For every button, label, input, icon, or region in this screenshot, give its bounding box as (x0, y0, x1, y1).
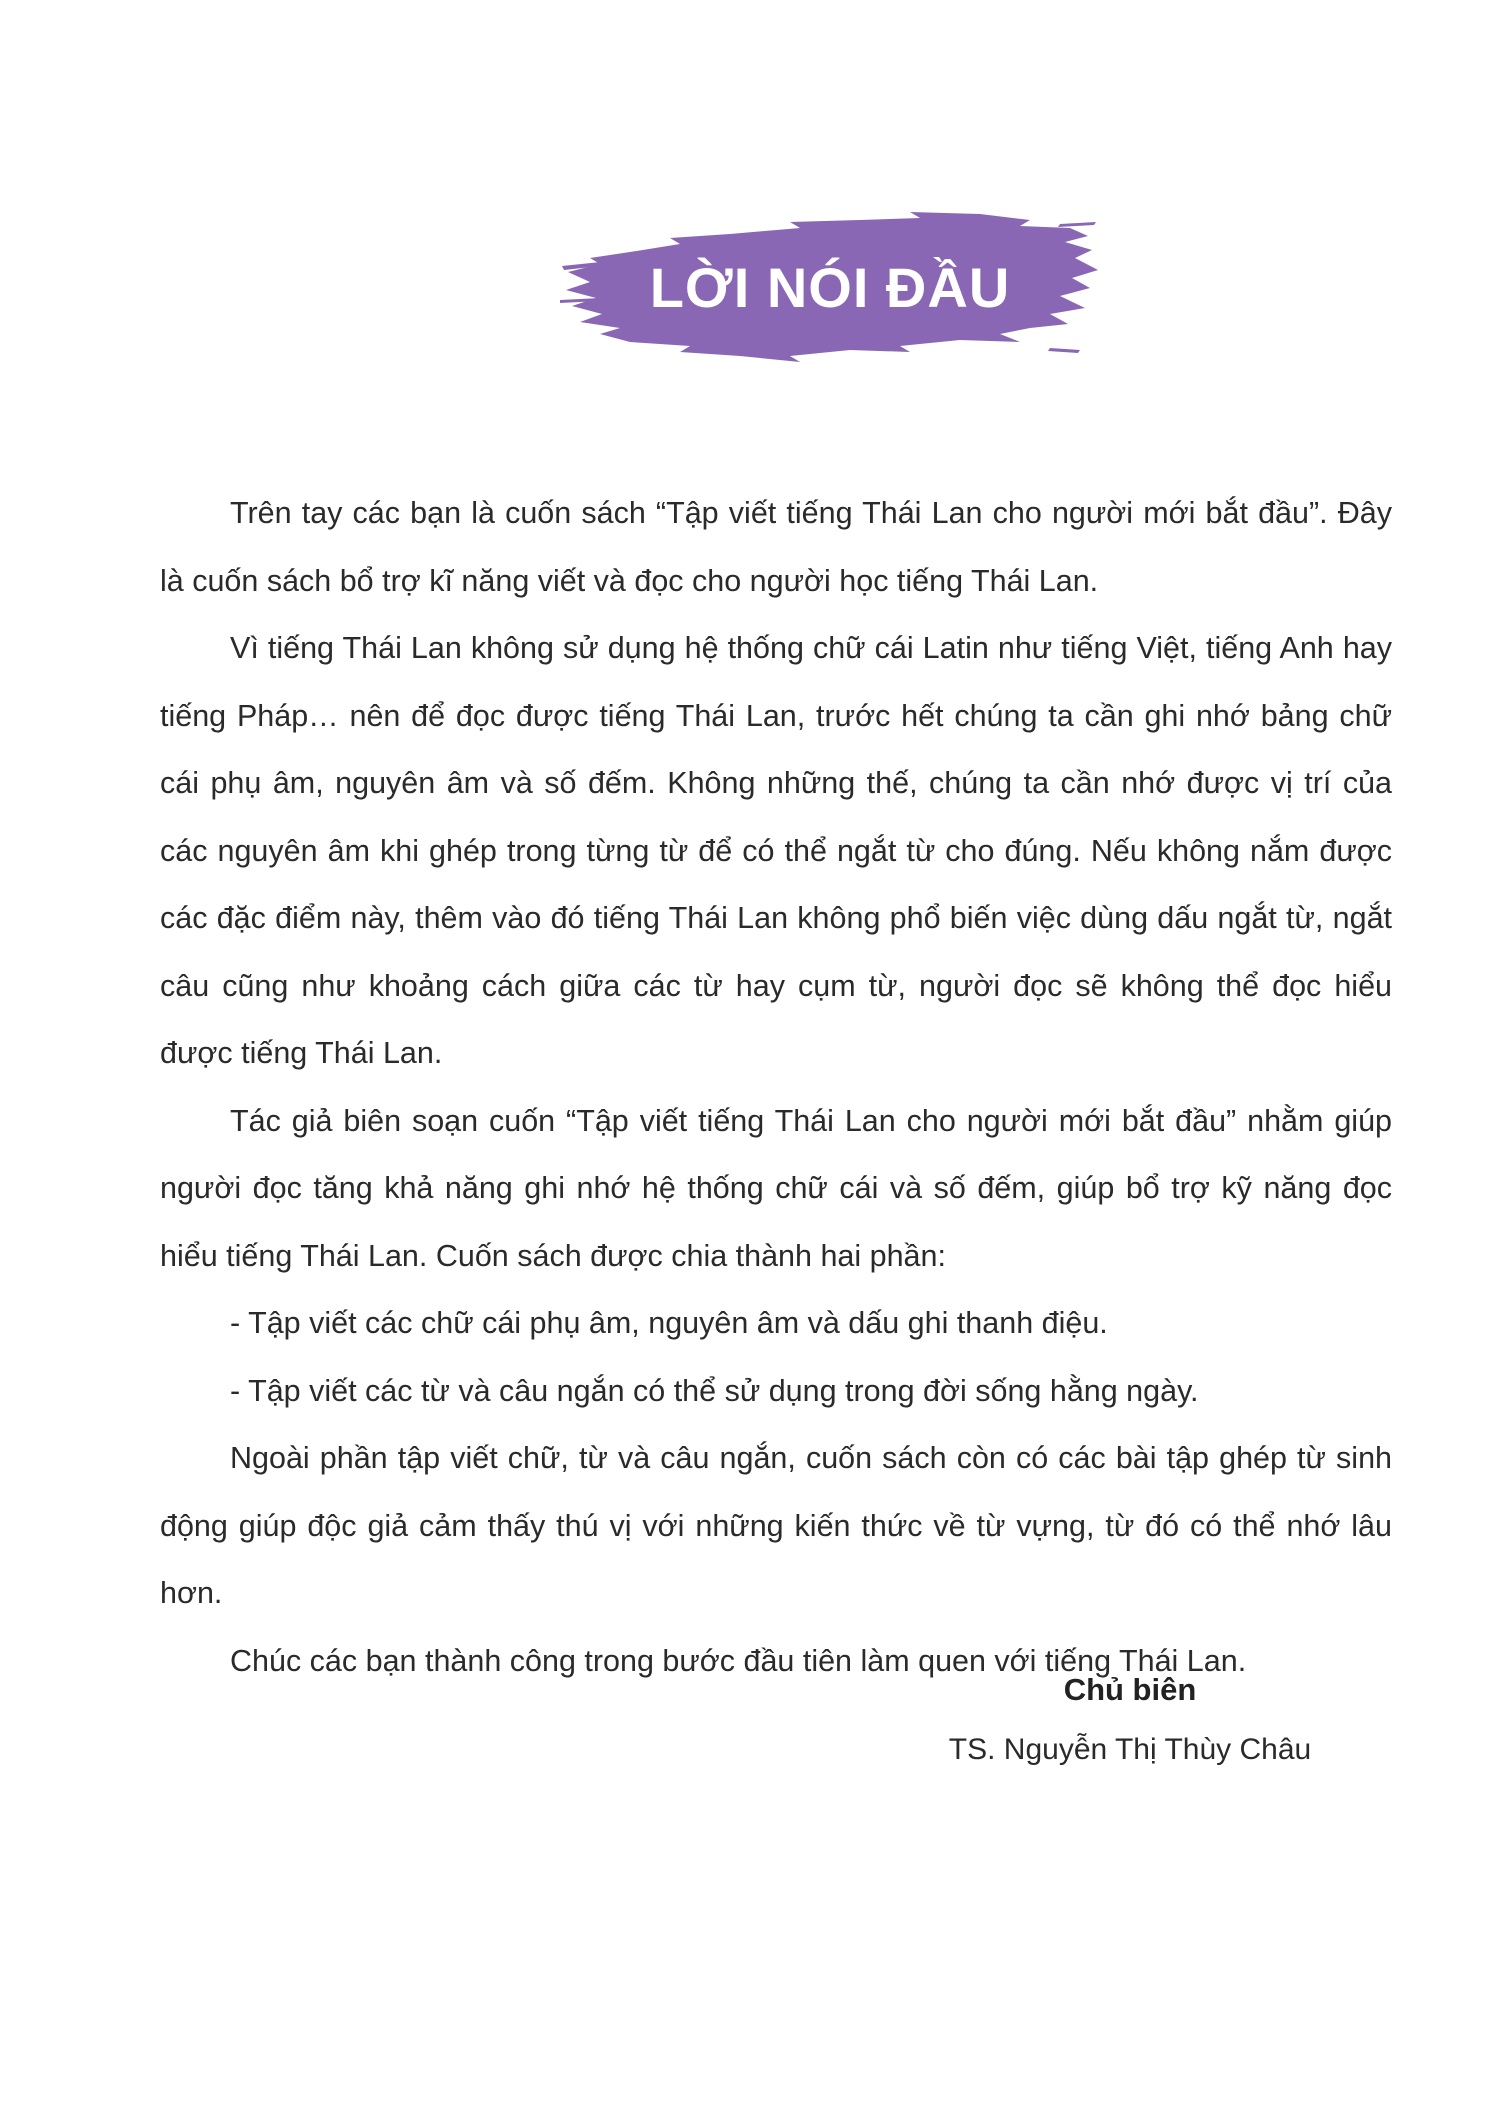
paragraph-1: Trên tay các bạn là cuốn sách “Tập viết tiếng Thái Lan cho người mới bắt đầu”. Đây là cuốn sách bổ trợ kĩ năng viết và đọc cho người học tiếng Thái Lan. (160, 496, 1392, 598)
signature-block (900, 1660, 1360, 1780)
paragraph-2: Vì tiếng Thái Lan không sử dụng hệ thống chữ cái Latin như tiếng Việt, tiếng Anh hay tiếng Pháp… nên để đọc được tiếng Thái Lan, trước hết chúng ta cần ghi nhớ bảng chữ cái phụ âm, nguyên âm và số đếm. Không những thế, chúng ta cần nhớ được vị trí của các nguyên âm khi ghép trong từng từ để có thể ngắt từ cho đúng. Nếu không nắm được các đặc điểm này, thêm vào đó tiếng Thái Lan không phổ biến việc dùng dấu ngắt từ, ngắt câu cũng như khoảng cách giữa các từ hay cụm từ, người đọc sẽ không thể đọc hiểu được tiếng Thái Lan. (160, 631, 1392, 1070)
paragraph-closing: Chúc các bạn thành công trong bước đầu tiên làm quen với tiếng Thái Lan. (230, 1643, 1247, 1678)
title-banner (560, 200, 1100, 370)
list-item-part-1: - Tập viết các chữ cái phụ âm, nguyên âm và dấu ghi thanh điệu. (230, 1306, 1108, 1340)
paragraph-4: Ngoài phần tập viết chữ, từ và câu ngắn, cuốn sách còn có các bài tập ghép từ sinh động giúp độc giả cảm thấy thú vị với những kiến thức về từ vựng, từ đó có thể nhớ lâu hơn. (160, 1441, 1392, 1610)
list-item-part-2: - Tập viết các từ và câu ngắn có thể sử dụng trong đời sống hằng ngày. (230, 1373, 1199, 1408)
signature-name: TS. Nguyễn Thị Thùy Châu (948, 1733, 1312, 1766)
paragraph-3: Tác giả biên soạn cuốn “Tập viết tiếng Thái Lan cho người mới bắt đầu” nhằm giúp người đọc tăng khả năng ghi nhớ hệ thống chữ cái và số đếm, giúp bổ trợ kỹ năng đọc hiểu tiếng Thái Lan. Cuốn sách được chia thành hai phần: (160, 1103, 1392, 1273)
page-title: LỜI NÓI ĐẦU (649, 255, 1011, 319)
preface-body (160, 480, 1392, 1695)
signature-role: Chủ biên (1063, 1672, 1197, 1707)
